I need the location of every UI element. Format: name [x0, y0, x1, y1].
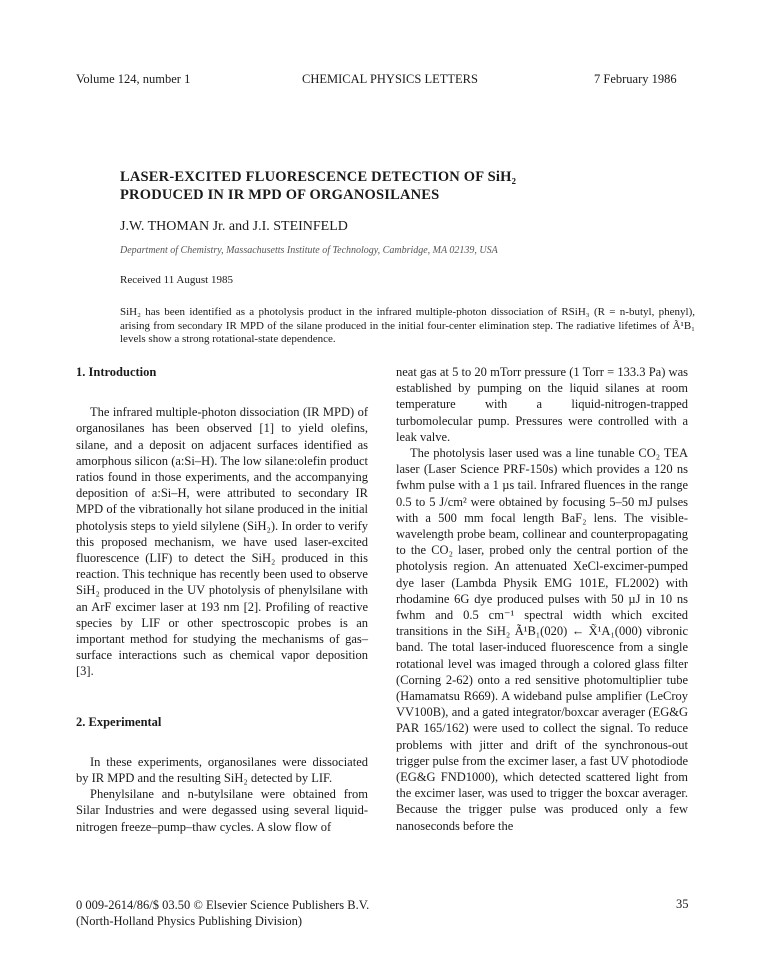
title-line-2: PRODUCED IN IR MPD OF ORGANOSILANES [120, 187, 440, 203]
header-date: 7 February 1986 [594, 72, 677, 86]
intro-paragraph: The infrared multiple-photon dissociation (IR MPD) of organosilanes has been observed [1] to yield olefins, silane, and a deposit on adjacent surfaces identified as amorphous silicon (a:Si–H). The low silane:olefin product ratios found in those experiments, and the accompanying deposition of a:Si–H, were attributed to secondary IR MPD of the vibrationally hot silane produced in the initial photolysis steps to yield silylene (SiH₂). In order to verify this proposed mechanism, we have used laser-excited fluorescence (LIF) to detect the SiH₂ produced in this reaction. This technique has recently been used to observe SiH₂ produced in the UV photolysis of phenylsilane with an ArF excimer laser at 193 nm [2]. Profiling of reactive species by LIF or other spectroscopic probes is an important method for studying the mechanisms of gas–surface interactions such as chemical vapor deposition [3]. [76, 405, 368, 679]
title-line-1: LASER-EXCITED FLUORESCENCE DETECTION OF SiH₂ [120, 169, 517, 185]
right-column [396, 364, 688, 834]
experimental-paragraph-1: In these experiments, organosilanes were dissociated by IR MPD and the resulting SiH₂ detected by LIF. [76, 754, 368, 786]
footer-line-1: 0 009-2614/86/$ 03.50 © Elsevier Science Publishers B.V. [76, 898, 370, 912]
abstract: SiH₂ has been identified as a photolysis product in the infrared multiple-photon dissociation of RSiH₃ (R = n-butyl, phenyl), arising from secondary IR MPD of the silane produced in the initial four-center elimination step. The radiative lifetimes of Ã¹B₁ levels show a strong rotational-state dependence. [120, 306, 695, 345]
received-date: Received 11 August 1985 [120, 274, 233, 286]
right-paragraph-1: neat gas at 5 to 20 mTorr pressure (1 Torr = 133.3 Pa) was established by pumping on the liquid silanes at room temperature with a liquid-nitrogen-trapped turbomolecular pump. Pressures were controlled with a leak valve. [396, 365, 688, 444]
footer-publisher [76, 897, 369, 929]
affiliation: Department of Chemistry, Massachusetts Institute of Technology, Cambridge, MA 02139, USA [120, 245, 498, 256]
page-number: 35 [676, 897, 689, 911]
left-column [76, 364, 368, 835]
article-title [120, 168, 680, 204]
experimental-heading: 2. Experimental [76, 714, 162, 729]
intro-heading: 1. Introduction [76, 365, 157, 379]
experimental-paragraph-2: Phenylsilane and n-butylsilane were obtained from Silar Industries and were degassed using several liquid-nitrogen freeze–pump–thaw cycles. A slow flow of [76, 787, 368, 834]
header-volume: Volume 124, number 1 [76, 72, 191, 86]
authors: J.W. THOMAN Jr. and J.I. STEINFELD [120, 219, 348, 234]
right-paragraph-2: The photolysis laser used was a line tunable CO₂ TEA laser (Laser Science PRF-150s) which provides a 120 ns fwhm pulse with a 1 µs tail. Infrared fluences in the range 0.5 to 5 J/cm² were obtained by focusing 5–50 mJ pulses with a 500 mm focal length BaF₂ lens. The visible-wavelength probe beam, collinear and counterpropagating to the CO₂ laser, probed only the central portion of the photolysis region. An attenuated XeCl-excimer-pumped dye laser (Lambda Physik EMG 101E, FL2002) with rhodamine 6G dye produced pulses with 50 µJ in 10 ns fwhm and 0.5 cm⁻¹ spectral width which excited transitions in the SiH₂ Ã¹B₁(020) ← X̃¹A₁(000) vibronic band. The total laser-induced fluorescence from a single rotational level was imaged through a colored glass filter (Corning 2-62) onto a red sensitive photomultiplier tube (Hamamatsu R669). A wideband pulse amplifier (LeCroy VV100B), and a gated integrator/boxcar averager (EG&G PAR 165/162) were used to collect the signal. To reduce problems with jitter and drift of the synchronous-out trigger pulse from the excimer laser, a fast UV photodiode (EG&G FND1000), which detected scattered light from the excimer laser, was used to trigger the boxcar averager. Because the trigger pulse was produced only a few nanoseconds before the [396, 446, 688, 833]
header-journal: CHEMICAL PHYSICS LETTERS [302, 72, 478, 86]
footer-line-2: (North-Holland Physics Publishing Division) [76, 914, 303, 928]
